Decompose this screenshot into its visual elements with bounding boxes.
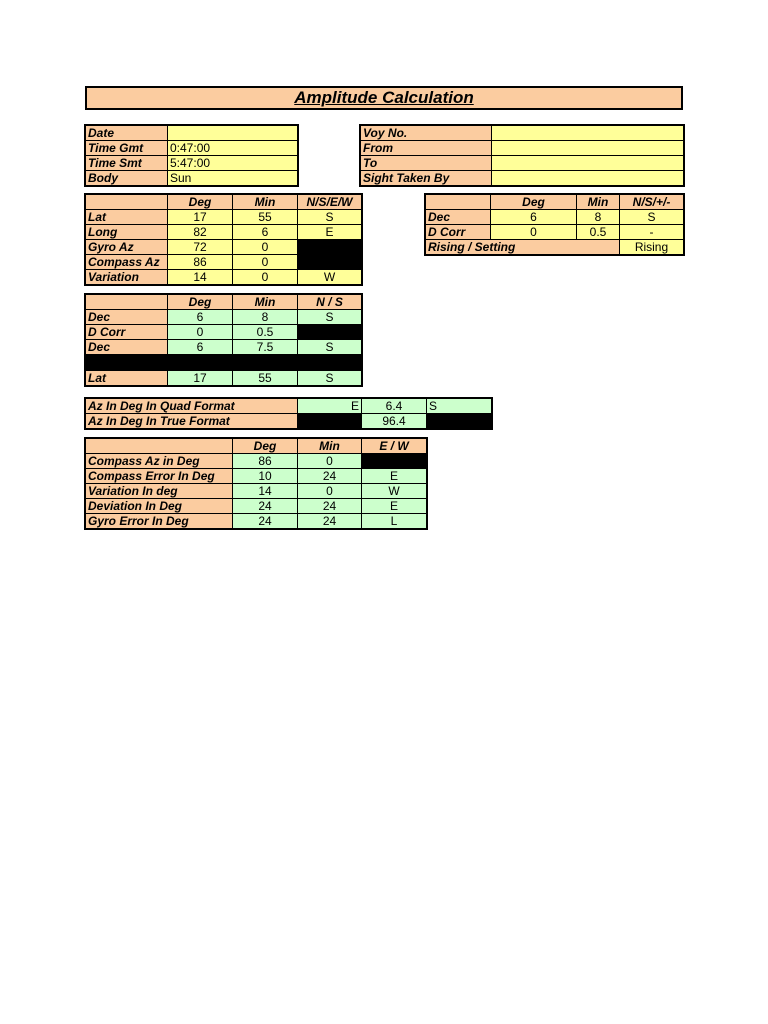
dec-calc-dir: S bbox=[298, 310, 362, 325]
dcorr-calc-min: 0.5 bbox=[233, 325, 298, 340]
dec-input-header-deg: Deg bbox=[491, 195, 577, 210]
dcorr-calc-blocked-cell bbox=[298, 325, 362, 340]
compass-error-deg: 10 bbox=[233, 469, 298, 484]
dec-calc-corner-cell bbox=[86, 295, 168, 310]
dec-result-min: 7.5 bbox=[233, 340, 298, 355]
variation-min-field[interactable]: 0 bbox=[233, 270, 298, 285]
dec-input-dir-field[interactable]: S bbox=[620, 210, 684, 225]
errors-header-dir: E / W bbox=[362, 439, 427, 454]
dec-input-min-field[interactable]: 8 bbox=[577, 210, 620, 225]
variation-dir-value: W bbox=[362, 484, 427, 499]
rising-setting-label: Rising / Setting bbox=[426, 240, 620, 255]
lat-label: Lat bbox=[86, 210, 168, 225]
compass-az-min-field[interactable]: 0 bbox=[233, 255, 298, 270]
dec-input-corner-cell bbox=[426, 195, 491, 210]
dec-calc-label: Dec bbox=[86, 310, 168, 325]
dec-result-label: Dec bbox=[86, 340, 168, 355]
dec-result-deg: 6 bbox=[168, 340, 233, 355]
dec-result-dir: S bbox=[298, 340, 362, 355]
body-label: Body bbox=[86, 171, 168, 186]
compass-error-min: 24 bbox=[298, 469, 362, 484]
variation-min-value: 0 bbox=[298, 484, 362, 499]
gyro-error-dir: L bbox=[362, 514, 427, 529]
compass-error-label: Compass Error In Deg bbox=[86, 469, 233, 484]
compass-az-deg-value: 86 bbox=[233, 454, 298, 469]
info-right-table bbox=[360, 125, 684, 186]
dec-input-label: Dec bbox=[426, 210, 491, 225]
dec-calc-min: 8 bbox=[233, 310, 298, 325]
az-quad-label: Az In Deg In Quad Format bbox=[86, 399, 298, 414]
deviation-deg: 24 bbox=[233, 499, 298, 514]
deviation-label: Deviation In Deg bbox=[86, 499, 233, 514]
dec-input-table bbox=[425, 194, 684, 255]
az-quad-dir1: E bbox=[298, 399, 362, 414]
dec-calc-header-dir: N / S bbox=[298, 295, 362, 310]
errors-header-deg: Deg bbox=[233, 439, 298, 454]
time-gmt-field[interactable]: 0:47:00 bbox=[168, 141, 298, 156]
compass-az-dir-blocked-cell bbox=[362, 454, 427, 469]
dec-calc-header-min: Min bbox=[233, 295, 298, 310]
time-smt-field[interactable]: 5:47:00 bbox=[168, 156, 298, 171]
dec-input-header-dir: N/S/+/- bbox=[620, 195, 684, 210]
body-field[interactable]: Sun bbox=[168, 171, 298, 186]
compass-az-deg-label: Compass Az in Deg bbox=[86, 454, 233, 469]
separator-bar bbox=[86, 355, 362, 371]
errors-header-min: Min bbox=[298, 439, 362, 454]
lat-calc-deg: 17 bbox=[168, 371, 233, 386]
from-field[interactable] bbox=[492, 141, 684, 156]
variation-deg-label: Variation In deg bbox=[86, 484, 233, 499]
voy-no-field[interactable] bbox=[492, 126, 684, 141]
dec-calc-header-deg: Deg bbox=[168, 295, 233, 310]
compass-az-min-value: 0 bbox=[298, 454, 362, 469]
az-true-value: 96.4 bbox=[362, 414, 427, 429]
dcorr-calc-deg: 0 bbox=[168, 325, 233, 340]
position-corner-cell bbox=[86, 195, 168, 210]
gyro-error-min: 24 bbox=[298, 514, 362, 529]
lat-calc-dir: S bbox=[298, 371, 362, 386]
date-label: Date bbox=[86, 126, 168, 141]
lat-dir-field[interactable]: S bbox=[298, 210, 362, 225]
az-quad-value: 6.4 bbox=[362, 399, 427, 414]
date-field[interactable] bbox=[168, 126, 298, 141]
az-true-blocked-right bbox=[427, 414, 492, 429]
errors-corner-cell bbox=[86, 439, 233, 454]
gyro-az-min-field[interactable]: 0 bbox=[233, 240, 298, 255]
az-quad-dir2: S bbox=[427, 399, 492, 414]
dec-calc-table bbox=[85, 294, 362, 386]
azimuth-table bbox=[85, 398, 492, 429]
voy-no-label: Voy No. bbox=[361, 126, 492, 141]
variation-label: Variation bbox=[86, 270, 168, 285]
position-header-min: Min bbox=[233, 195, 298, 210]
gyro-az-blocked-cell bbox=[298, 240, 362, 255]
gyro-az-label: Gyro Az bbox=[86, 240, 168, 255]
position-header-deg: Deg bbox=[168, 195, 233, 210]
lat-min-field[interactable]: 55 bbox=[233, 210, 298, 225]
lat-deg-field[interactable]: 17 bbox=[168, 210, 233, 225]
dcorr-input-label: D Corr bbox=[426, 225, 491, 240]
variation-deg-field[interactable]: 14 bbox=[168, 270, 233, 285]
compass-az-label: Compass Az bbox=[86, 255, 168, 270]
variation-deg-value: 14 bbox=[233, 484, 298, 499]
gyro-error-label: Gyro Error In Deg bbox=[86, 514, 233, 529]
deviation-min: 24 bbox=[298, 499, 362, 514]
page-title: Amplitude Calculation bbox=[85, 86, 683, 110]
info-left-table bbox=[85, 125, 298, 186]
variation-dir-field[interactable]: W bbox=[298, 270, 362, 285]
long-dir-field[interactable]: E bbox=[298, 225, 362, 240]
dcorr-calc-label: D Corr bbox=[86, 325, 168, 340]
az-true-label: Az In Deg In True Format bbox=[86, 414, 298, 429]
az-true-blocked-left bbox=[298, 414, 362, 429]
long-min-field[interactable]: 6 bbox=[233, 225, 298, 240]
rising-setting-field[interactable]: Rising bbox=[620, 240, 684, 255]
lat-calc-label: Lat bbox=[86, 371, 168, 386]
compass-az-deg-field[interactable]: 86 bbox=[168, 255, 233, 270]
dec-input-deg-field[interactable]: 6 bbox=[491, 210, 577, 225]
sight-taken-by-label: Sight Taken By bbox=[361, 171, 492, 186]
long-deg-field[interactable]: 82 bbox=[168, 225, 233, 240]
dcorr-input-deg-field[interactable]: 0 bbox=[491, 225, 577, 240]
dcorr-input-dir-field[interactable]: - bbox=[620, 225, 684, 240]
gyro-az-deg-field[interactable]: 72 bbox=[168, 240, 233, 255]
long-label: Long bbox=[86, 225, 168, 240]
gyro-error-deg: 24 bbox=[233, 514, 298, 529]
to-field[interactable] bbox=[492, 156, 684, 171]
deviation-dir: E bbox=[362, 499, 427, 514]
position-table bbox=[85, 194, 362, 285]
compass-az-blocked-cell bbox=[298, 255, 362, 270]
lat-calc-min: 55 bbox=[233, 371, 298, 386]
from-label: From bbox=[361, 141, 492, 156]
time-gmt-label: Time Gmt bbox=[86, 141, 168, 156]
dcorr-input-min-field[interactable]: 0.5 bbox=[577, 225, 620, 240]
dec-input-header-min: Min bbox=[577, 195, 620, 210]
position-header-dir: N/S/E/W bbox=[298, 195, 362, 210]
compass-error-dir: E bbox=[362, 469, 427, 484]
errors-table bbox=[85, 438, 427, 529]
time-smt-label: Time Smt bbox=[86, 156, 168, 171]
sight-taken-by-field[interactable] bbox=[492, 171, 684, 186]
dec-calc-deg: 6 bbox=[168, 310, 233, 325]
to-label: To bbox=[361, 156, 492, 171]
